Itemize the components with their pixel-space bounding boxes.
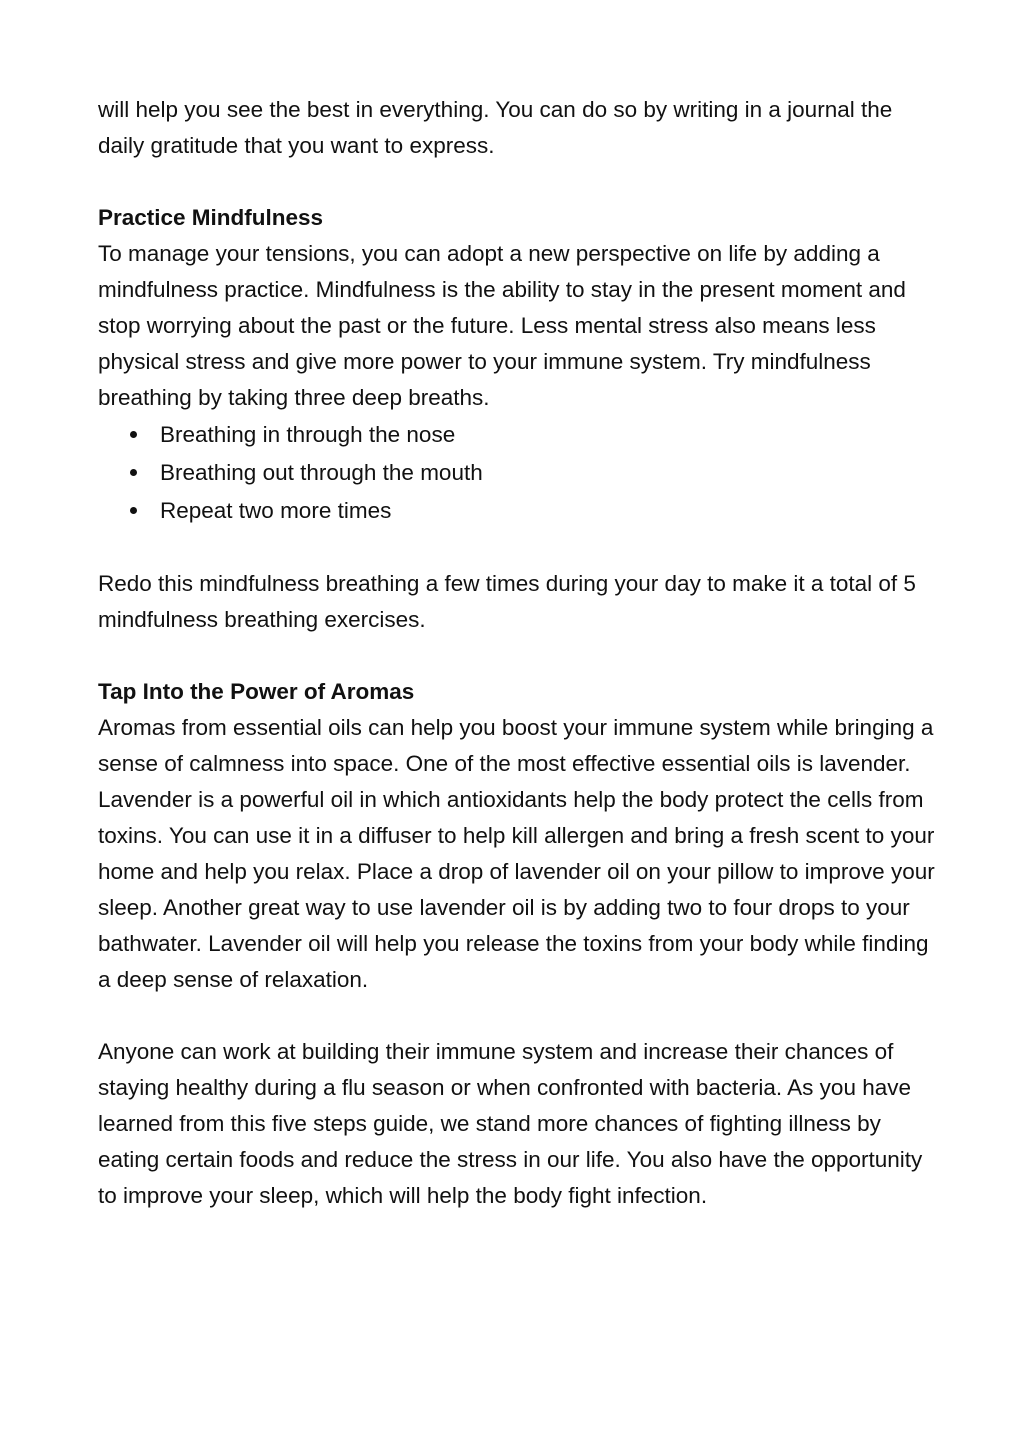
aromas-paragraph: Aromas from essential oils can help you boost your immune system while bringing a sense of calmness into space. One of the most effective essential oils is lavender. Lavender is a powerful oil in which antioxidants help the body protect the cells from toxins. You can use it in a diffuser to help kill allergen and bring a fresh scent to your home and help you relax. Place a drop of lavender oil on your pillow to improve your sleep. Another great way to use lavender oil is by adding two to four drops to your bathwater. Lavender oil will help you release the toxins from your body while finding a deep sense of relaxation. xyxy=(98,715,935,992)
bullet-icon xyxy=(130,469,137,476)
list-item xyxy=(98,416,938,454)
document-page xyxy=(98,92,938,1214)
breathing-steps-list xyxy=(98,416,938,530)
list-item-text: Breathing in through the nose xyxy=(160,422,456,447)
conclusion-paragraph: Anyone can work at building their immune system and increase their chances of staying healthy during a flu season or when confronted with bacteria. As you have learned from this five steps guide, we stand more chances of fighting illness by eating certain foods and reduce the stress in our life. You also have the opportunity to improve your sleep, which will help the body fight infection. xyxy=(98,1039,923,1208)
bullet-icon xyxy=(130,431,137,438)
list-item-text: Breathing out through the mouth xyxy=(160,460,483,485)
bullet-icon xyxy=(130,507,137,514)
list-item xyxy=(98,492,938,530)
spacer xyxy=(98,164,938,200)
list-item-text: Repeat two more times xyxy=(160,498,392,523)
mindfulness-followup-paragraph: Redo this mindfulness breathing a few times during your day to make it a total of 5 mindfulness breathing exercises. xyxy=(98,571,916,632)
intro-paragraph: will help you see the best in everything. You can do so by writing in a journal the daily gratitude that you want to express. xyxy=(98,97,893,158)
spacer xyxy=(98,530,938,566)
list-item xyxy=(98,454,938,492)
section-heading-aromas: Tap Into the Power of Aromas xyxy=(98,679,415,704)
spacer xyxy=(98,998,938,1034)
spacer xyxy=(98,638,938,674)
mindfulness-paragraph: To manage your tensions, you can adopt a new perspective on life by adding a mindfulness practice. Mindfulness is the ability to stay in the present moment and stop worrying about the past or the future. Less mental stress also means less physical stress and give more power to your immune system. Try mindfulness breathing by taking three deep breaths. xyxy=(98,241,906,410)
section-heading-mindfulness: Practice Mindfulness xyxy=(98,205,324,230)
